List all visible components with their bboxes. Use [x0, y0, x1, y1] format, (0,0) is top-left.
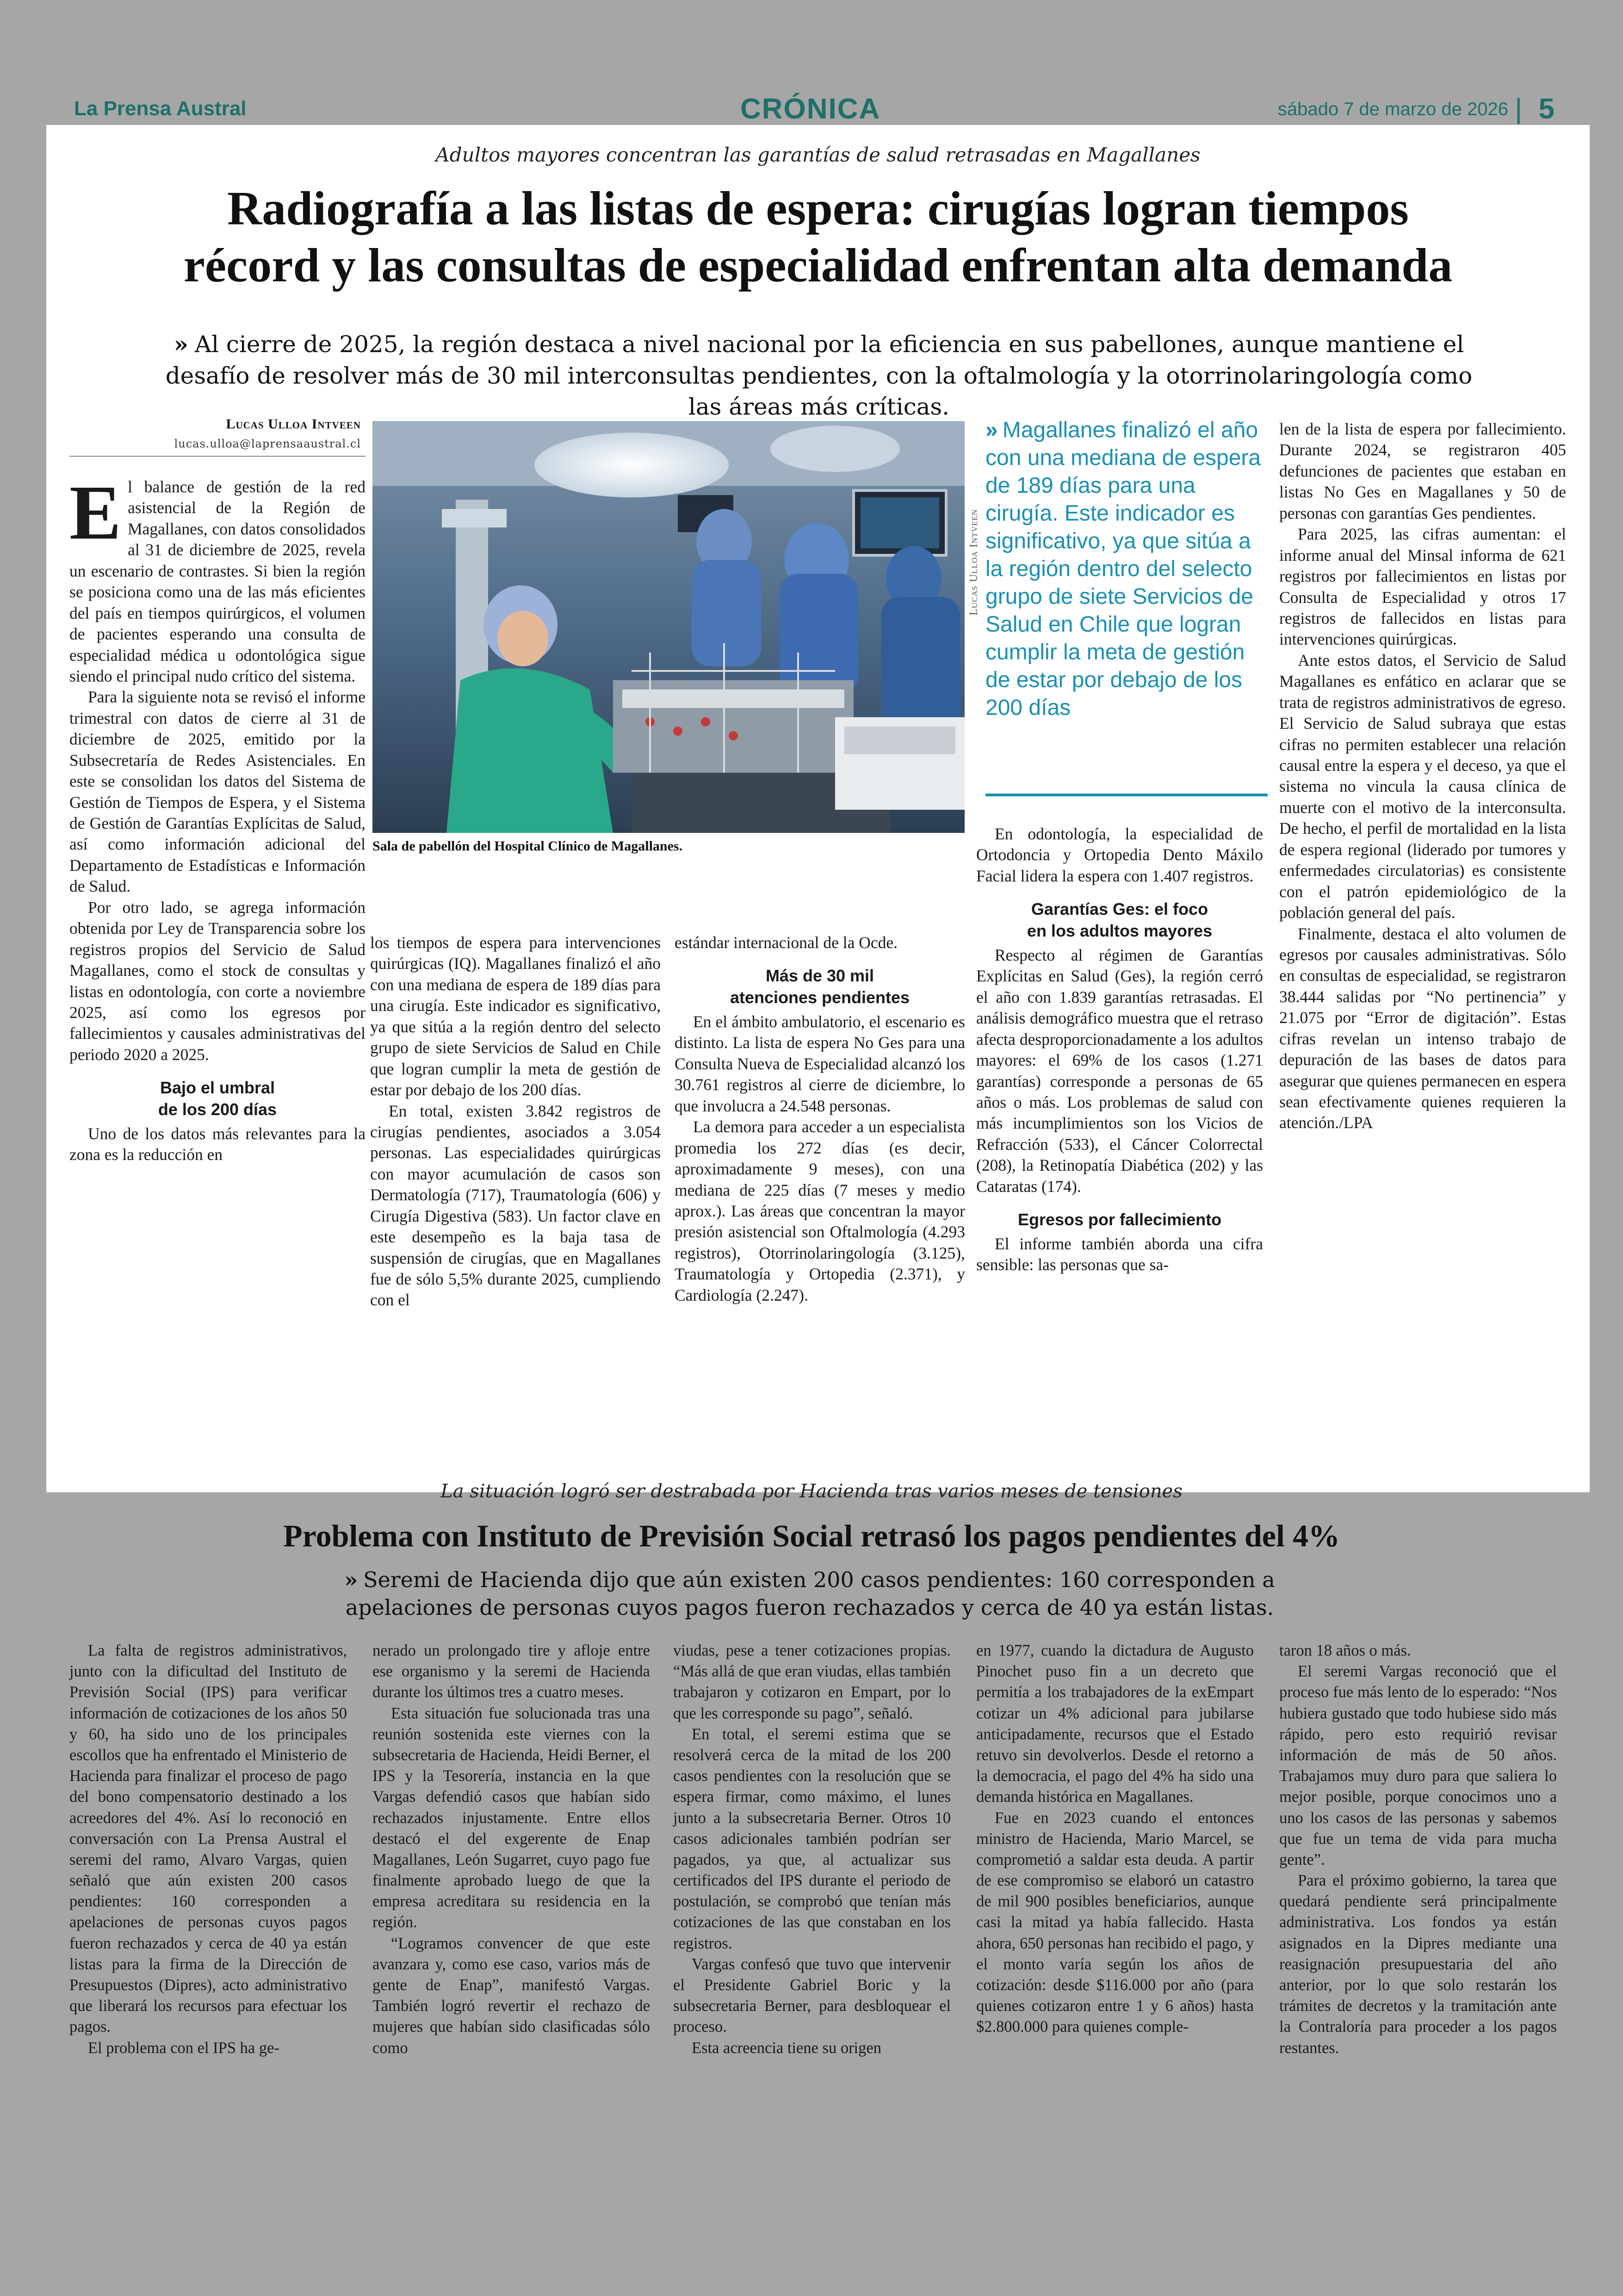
deck-chevron-icon: »: [173, 330, 188, 358]
paragraph: Fue en 2023 cuando el entonces ministro de Hacienda, Mario Marcel, se comprometió a saldar esta deuda. A partir de ese compromiso se elaboró un catastro de mil 900 posibles beneficiarios, aunque casi la mitad ya había fallecido. Hasta ahora, 650 personas han recibido el pago, y el monto varía según los años de cotización: desde $116.000 por año (para quienes cotizaron entre 1 y 6 años) hasta $2.800.000 para quienes comple-: [976, 1809, 1254, 2036]
headline-line-2: récord y las consultas de especialidad enfrentan alta demanda: [183, 238, 1453, 292]
main-kicker: Adultos mayores concentran las garantías de salud retrasadas en Magallanes: [435, 143, 1201, 166]
subheading: Egresos por fallecimiento: [1017, 1210, 1222, 1229]
page-number: 5: [1538, 93, 1555, 125]
byline-author: Lucas Ulloa Intveen: [226, 416, 361, 432]
paragraph: viudas, pese a tener cotizaciones propias. “Más allá de que eran viudas, ellas también trabajaron y cotizaron en Empart, por lo que les corresponde su pago”, señaló.: [673, 1642, 951, 1722]
paragraph-text: l balance de gestión de la red asistencial de la Región de Magallanes, con datos consolidados al 31 de diciembre de 2025, revela un escenario de contrastes. Si bien la región se posiciona como una de las más eficientes del país en tiempos quirúrgicos, el volumen de pacientes esperando una consulta de especialidad médica u odontológica sigue siendo el principal nudo crítico del sistema.: [69, 478, 365, 685]
main-deck: [162, 329, 1476, 423]
main-article: [46, 125, 1590, 1492]
paragraph: Respecto al régimen de Garantías Explícitas en Salud (Ges), la región cerró el año con 1.839 garantías retrasadas. El análisis demográfico muestra que el retraso afecta desproporcionadamente a los adultos mayores: el 69% de los casos (1.271 garantías) corresponde a personas de 65 años o más. Los problemas de salud con más incumplimientos son los Vicios de Refracción (533), el Cáncer Colorrectal (208), la Retinopatía Diabética (202) y las Cataratas (174).: [976, 945, 1263, 1196]
paragraph: Esta acreencia tiene su origen: [692, 2039, 881, 2057]
header-separator: |: [1515, 93, 1522, 124]
subheading: [976, 899, 1263, 942]
second-column-4: [976, 1640, 1254, 2038]
paragraph: Esta situación fue solucionada tras una reunión sostenida este viernes con la subsecretaria de Hacienda, Heidi Berner, el IPS y la Tesorería, instancia en la que Vargas defendió casos que habían sido rechazados injustamente. Entre ellos destacó el del exgerente de Enap Magallanes, León Sugarret, cuyo pago fue finalmente aprobado luego de que la empresa acreditara su residencia en la región.: [372, 1704, 650, 1931]
column-1: [69, 470, 365, 1166]
paragraph: estándar internacional de la Ocde.: [675, 933, 898, 952]
deck2-text: Seremi de Hacienda dijo que aún existen 200 casos pendientes: 160 corresponden a apelaciones de personas cuyos pagos fueron rechazados y cerca de 40 ya están listas.: [345, 1567, 1275, 1620]
paragraph: taron 18 años o más.: [1279, 1642, 1411, 1659]
pull-quote-text: Magallanes finalizó el año con una mediana de espera de 189 días para una cirugía. Este indicador es significativo, ya que sitúa a la región dentro del selecto grupo de siete Servicios de Salud en Chile que logran cumplir la meta de gestión de estar por debajo de los 200 días: [985, 418, 1261, 720]
column-3: [675, 932, 965, 1306]
byline-divider: [69, 456, 365, 457]
column-2: [370, 932, 661, 1311]
paragraph: nerado un prolongado tire y afloje entre ese organismo y la seremi de Hacienda durante los últimos tres a cuatro meses.: [372, 1642, 650, 1701]
deck2-chevron-icon: »: [344, 1567, 358, 1592]
headline-line-1: Radiografía a las listas de espera: cirugías logran tiempos: [227, 182, 1409, 235]
second-column-3: [673, 1640, 951, 2059]
byline-email: lucas.ulloa@laprensaaustral.cl: [174, 437, 361, 450]
subheading-line: Bajo el umbral: [160, 1078, 275, 1098]
paragraph: len de la lista de espera por fallecimiento. Durante 2024, se registraron 405 defunciones de pacientes que estaban en listas No Ges en Magallanes y 50 de personas con garantías Ges pendientes.: [1279, 420, 1566, 522]
paragraph: los tiempos de espera para intervenciones quirúrgicas (IQ). Magallanes finalizó el año con una mediana de espera de 189 días para una cirugía. Este indicador es significativo, ya que sitúa a la región dentro del selecto grupo de siete Servicios de Salud en Chile que logran cumplir la meta de gestión de estar por debajo de los 200 días.: [370, 933, 661, 1099]
section-title: CRÓNICA: [740, 93, 881, 125]
subheading-line: atenciones pendientes: [730, 988, 910, 1007]
newspaper-name: La Prensa Austral: [74, 97, 247, 120]
second-kicker: La situación logró ser destrabada por Hacienda tras varios meses de tensiones: [440, 1481, 1183, 1502]
pull-quote: [985, 416, 1268, 722]
paragraph: El seremi Vargas reconoció que el proceso fue más lento de lo esperado: “Nos hubiera gustado que todo hubiese sido más rápido, pero esto requirió revisar información de más de 50 años. Trabajamos muy duro para que saliera lo mejor posible, porque conocimos uno a uno los casos de las personas y sabemos que fue un tema de vida para mucha gente”.: [1279, 1663, 1557, 1868]
paragraph: El informe también aborda una cifra sensible: las personas que sa-: [976, 1234, 1263, 1274]
paragraph: Para la siguiente nota se revisó el informe trimestral con datos de cierre al 31 de diciembre de 2025, emitido por la Subsecretaría de Redes Asistenciales. En este se consolidan los datos del Sistema de Gestión de Tiempos de Espera, y el Sistema de Gestión de Garantías Explícitas de Salud, así como información adicional del Departamento de Estadísticas e Información de Salud.: [69, 688, 365, 896]
photo-caption: Sala de pabellón del Hospital Clínico de Magallanes.: [372, 838, 683, 854]
second-deck: [278, 1566, 1342, 1622]
second-column-2: [372, 1640, 650, 2059]
paragraph: Ante estos datos, el Servicio de Salud Magallanes es enfático en aclarar que se trata de registros administrativos de egreso. El Servicio de Salud subraya que estas cifras no permiten establecer una relación causal entre la espera y el deceso, ya que el sistema no vincula la causa clínica de muerte con el motivo de la interconsulta. De hecho, el perfil de mortalidad en la lista de espera regional (liderado por tumores y enfermedades circulatorias) es consistente con el patrón epidemiológico de la población general del país.: [1279, 651, 1566, 922]
paragraph: Vargas confesó que tuvo que intervenir el Presidente Gabriel Boric y la subsecretaria Berner, para desbloquear el proceso.: [673, 1955, 951, 2036]
subheading-line: Garantías Ges: el foco: [1031, 900, 1208, 919]
drop-cap: E: [69, 470, 122, 556]
paragraph: En odontología, la especialidad de Ortodoncia y Ortopedia Dento Máxilo Facial lidera la espera con 1.407 registros.: [976, 825, 1263, 885]
paragraph: Para el próximo gobierno, la tarea que quedará pendiente será principalmente administrativa. Los fondos ya están asignados en la Dipres mediante una reasignación presupuestaria del año anterior, por lo que solo restarán los trámites de decretos y la tramitación ante la Contraloría para proceder a los pagos restantes.: [1279, 1872, 1557, 2057]
paragraph: “Logramos convencer de que este avanzara y, como ese caso, varios más de gente de Enap”, manifestó Vargas. También logró revertir el rechazo de mujeres que habían sido clasificadas sólo como: [372, 1934, 650, 2057]
pull-quote-rule: [985, 794, 1268, 796]
second-headline: Problema con Instituto de Previsión Social retrasó los pagos pendientes del 4%: [283, 1518, 1340, 1553]
page-header: [74, 93, 1555, 130]
subheading-line: Más de 30 mil: [765, 966, 874, 986]
column-5: [1279, 419, 1566, 1134]
subheading-line: en los adultos mayores: [1027, 921, 1213, 941]
subheading-line: de los 200 días: [158, 1100, 277, 1119]
paragraph: En total, existen 3.842 registros de cirugías pendientes, asociados a 3.054 personas. Las especialidades quirúrgicas con mayor acumulación de casos son Dermatología (717), Traumatología (606) y Cirugía Digestiva (583). Un factor clave en este desempeño es la baja tasa de suspensión de cirugías, que en Magallanes fue de sólo 5,5% durante 2025, cumpliendo con el: [370, 1101, 661, 1309]
paragraph: En el ámbito ambulatorio, el escenario es distinto. La lista de espera No Ges para una Consulta Nueva de Especialidad alcanzó los 30.761 registros al cierre de diciembre, lo que involucra a 24.548 personas.: [675, 1012, 965, 1115]
paragraph: La demora para acceder a un especialista promedia los 272 días (es decir, aproximadamente 9 meses), con una mediana de 225 días (7 meses y medio aprox.). Las áreas que concentran la mayor presión asistencial son Oftalmología (4.293 registros), Otorrinolaringología (3.125), Traumatología y Ortopedia (2.371), y Cardiología (2.247).: [675, 1117, 965, 1304]
photo-credit: Lucas Ulloa Intveen: [968, 509, 980, 615]
issue-date: sábado 7 de marzo de 2026: [1277, 99, 1508, 119]
subheading: [69, 1077, 365, 1121]
paragraph: La falta de registros administrativos, junto con la dificultad del Instituto de Previsión Social (IPS) para verificar información de cotizaciones de los años 50 y 60, ha sido uno de los principales escollos que ha enfrentado el Ministerio de Hacienda para finalizar el proceso de pago del bono compensatorio destinado a los acreedores del 4%. Así lo reconoció en conversación con La Prensa Austral el seremi del ramo, Alvaro Vargas, quien señaló que aún existen 200 casos pendientes: 160 corresponden a apelaciones de personas cuyos pagos fueron rechazados y cerca de 40 ya están listas para la firma de la Dirección de Presupuestos (Dipres), acto administrativo que liberará los recursos para efectuar los pagos.: [69, 1642, 347, 2036]
paragraph: Finalmente, destaca el alto volumen de egresos por causales administrativas. Sólo en consultas de especialidad, se registraron 38.444 salidas por “No pertinencia” y 21.075 por “Error de digitación”. Estas cifras revelan un intenso trabajo de depuración de las bases de datos para asegurar que quienes permanecen en espera sean efectivamente quienes requieren la atención./LPA: [1279, 924, 1566, 1132]
main-headline: [139, 180, 1497, 294]
column-4: [976, 824, 1263, 1276]
paragraph: Uno de los datos más relevantes para la zona es la reducción en: [69, 1124, 365, 1164]
paragraph: El problema con el IPS ha ge-: [88, 2039, 279, 2057]
second-column-1: [69, 1640, 347, 2059]
deck-text: Al cierre de 2025, la región destaca a nivel nacional por la eficiencia en sus pabellones, aunque mantiene el desafío de resolver más de 30 mil interconsultas pendientes, con la oftalmología y la otorrinolaringología como las áreas más críticas.: [165, 331, 1473, 420]
paragraph: Por otro lado, se agrega información obtenida por Ley de Transparencia sobre los registros propios del Servicio de Salud Magallanes, como el stock de consultas y listas en odontología, con corte a noviembre 2025, así como los egresos por fallecimientos y causales administrativas del periodo 2020 a 2025.: [69, 898, 365, 1064]
paragraph: Para 2025, las cifras aumentan: el informe anual del Minsal informa de 621 registros por fallecimientos en listas por Consulta de Especialidad y otros 17 registros de fallecidos en listas para intervenciones quirúrgicas.: [1279, 525, 1566, 649]
pull-chevron-icon: »: [985, 418, 998, 442]
paragraph: En total, el seremi estima que se resolverá cerca de la mitad de los 200 casos pendientes con la resolución que se espera firmar, como máximo, el lunes junto a la subsecretaria Berner. Otros 10 casos adicionales también podrían ser pagados, ya que, al actualizar sus certificados del IPS durante el periodo de postulación, se comprobó que tenían más cotizaciones de las que constaban en los registros.: [673, 1725, 951, 1952]
paragraph: [69, 470, 365, 687]
second-column-5: [1279, 1640, 1557, 2059]
paragraph: en 1977, cuando la dictadura de Augusto Pinochet puso fin a un decreto que permitía a los trabajadores de la exEmpart cotizar un 4% adicional para jubilarse anticipadamente, recursos que el Estado retuvo sin devolverlos. Desde el retorno a la democracia, el pago del 4% ha sido una demanda histórica en Magallanes.: [976, 1642, 1254, 1806]
surgery-scene-image: [372, 421, 965, 833]
subheading: [675, 965, 965, 1009]
operating-room-photo: [372, 421, 965, 833]
